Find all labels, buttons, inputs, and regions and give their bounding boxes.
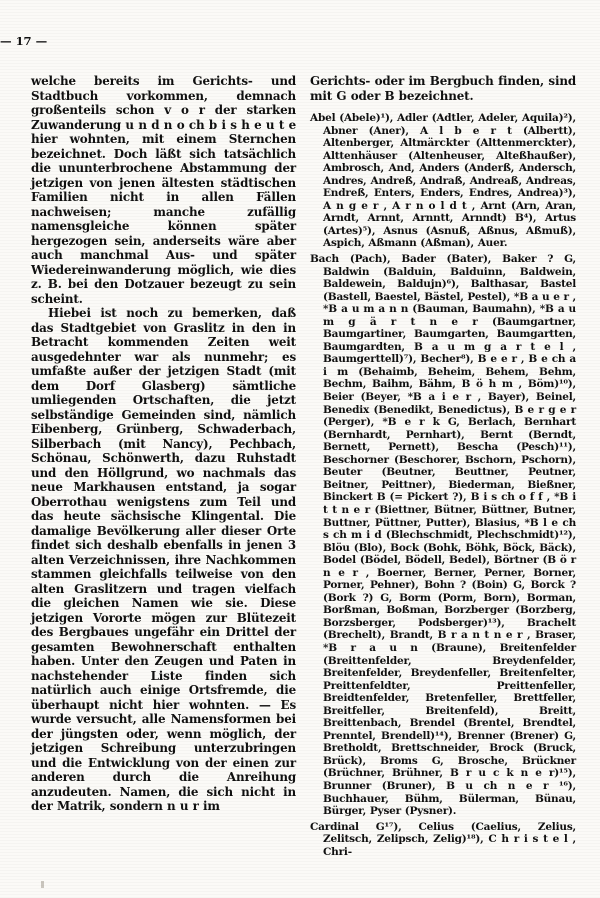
index-lead-paragraph: Gerichts- oder im Bergbuch finden, sind mit G oder B bezeichnet. bbox=[310, 74, 576, 103]
scan-speck bbox=[41, 881, 44, 888]
left-text-column bbox=[31, 74, 296, 874]
paragraph-continuation: welche bereits im Gerichts- und Stadtbuch vorkommen, demnach großenteils schon v o r der starken Zuwanderung u n d n o ch b i s h e u t e hier wohnten, mit einem Sternchen bezeichnet. Doch läßt sich tatsächlich die ununterbrochene Abstammung der jetzigen von jenen ältesten städtischen Familien nicht in allen Fällen nachweisen; manche zufällig namensgleiche können später hergezogen sein, anderseits wäre aber auch manchmal Aus- und später Wiedereinwanderung möglich, wie dies z. B. bei den Dotzauer bezeugt zu sein scheint. bbox=[31, 74, 296, 306]
index-entry-b: Bach (Pach), Bader (Bater), Baker ? G, Baldwin (Balduin, Balduinn, Baldwein, Baldewein, Baldujn)⁶), Balthasar, Bastel (Bastell, Baestel, Bästel, Pestel), *B a u e r , *B a u m a n n (Bauman, Baumahn), *B a u m g ä r t n e r (Baumgartner, Baumgartiner, Baumgarten, Baumgartten, Baumgardten, B a u m g a r t e l , Baumgerttell)⁷), Becher⁸), B e e r , B e ch a i m (Behaimb, Beheim, Behem, Behm, Bechm, Baihm, Bähm, B ö h m , Böm)¹⁰), Beier (Beyer, *B a i e r , Bayer), Beinel, Benedix (Benedikt, Benedictus), B e r g e r (Perger), *B e r k G, Berlach, Bernhart (Bernhardt, Pernhart), Bernt (Berndt, Bernett, Pernett), Bescha (Pesch)¹¹), Beschorner (Beschorer, Bschorn, Pschorn), Beuter (Beutner, Beuttner, Peutner, Beitner, Peittner), Biederman, Bießner, Binckert B (= Pickert ?), B i s ch o f f , *B i t t n e r (Biettner, Bütner, Büttner, Butner, Buttner, Püttner, Putter), Blasius, *B l e ch s ch m i d (Blechschmidt, Plechschmidt)¹²), Blöu (Blo), Bock (Bohk, Böhk, Böck, Bäck), Bodel (Bödel, Bödell, Bedel), Börtner (B ö r n e r , Boerner, Berner, Perner, Borner, Porner, Pehner), Bohn ? (Boin) G, Borck ? (Bork ?) G, Borm (Porm, Born), Borman, Borßman, Boßman, Borzberger (Borzberg, Borzsberger, Podsberger)¹³), Brachelt (Brechelt), Brandt, B r a n t n e r , Braser, *B r a u n (Braune), Breitenfelder (Breittenfelder, Breydenfelder, Breitenfelder, Breydenfeller, Breitenfelter, Preittenfeldter, Preittenfeller, Breidtenfelder, Bretenfeller, Brettfeller, Breitfeller, Breitenfeld), Breitt, Breittenbach, Brendel (Brentel, Brendtel, Prenntel, Brendell)¹⁴), Brenner (Brener) G, Bretholdt, Brettschneider, Brock (Bruck, Brück), Broms G, Brosche, Brückner (Brüchner, Brühner, B r u c k n e r)¹⁵), Brunner (Bruner), B u ch n e r ¹⁶), Buchhauer, Bühm, Bülerman, Bünau, Bürger, Pyser (Pysner). bbox=[310, 253, 576, 818]
paragraph-graslitz: Hiebei ist noch zu bemerken, daß das Stadtgebiet von Graslitz in den in Betracht kommenden Zeiten weit ausgedehnter war als nunmehr; es umfaßte außer der jetzigen Stadt (mit dem Dorf Glasberg) sämtliche umliegenden Ortschaften, die jetzt selbständige Gemeinden sind, nämlich Eibenberg, Grünberg, Schwaderbach, Silberbach (mit Nancy), Pechbach, Schönau, Schönwerth, dazu Ruhstadt und den Höllgrund, wo nachmals das neue Markhausen entstand, ja sogar Oberrothau wenigstens zum Teil und das heute sächsische Klingental. Die damalige Bevölkerung aller dieser Orte findet sich deshalb ebenfalls in jenen 3 alten Verzeichnissen, ihre Nachkommen stammen gleichfalls teilweise von den alten Graslitzern und tragen vielfach die gleichen Namen wie sie. Diese jetzigen Vororte mögen zur Blütezeit des Bergbaues ungefähr ein Drittel der gesamten Bewohnerschaft enthalten haben. Unter den Zeugen und Paten in nachstehender Liste finden sich natürlich auch einige Ortsfremde, die überhaupt nicht hier wohnten. — Es wurde versucht, alle Namensformen bei der jüngsten oder, wenn möglich, der jetzigen Schreibung unterzubringen und die Entwicklung von der einen zur anderen durch die Anreihung anzudeuten. Namen, die sich nicht in der Matrik, sondern n u r im bbox=[31, 306, 296, 813]
index-entry-c: Cardinal G¹⁷), Celius (Caelius, Zelius, Zelitsch, Zelipsch, Zelig)¹⁸), C h r i s t e l , Chri- bbox=[310, 820, 576, 858]
two-column-body bbox=[31, 74, 576, 874]
page-number: — 17 — bbox=[0, 34, 48, 48]
index-entry-a: Abel (Abele)¹), Adler (Adtler, Adeler, Aquila)²), Abner (Aner), A l b e r t (Albertt), Altenberger, Altmärckter (Alttenmerckter), Alttenhäuser (Altenheuser, Alteßhaußer), Ambrosch, And, Anders (Anderß, Andersch, Andres, Andreß, Andraß, Andreaß, Andreas, Endreß, Enters, Enders, Endres, Andrea)³), A n g e r , A r n o l d t , Arnt (Arn, Aran, Arndt, Arnnt, Arnntt, Arnndt) B⁴), Artus (Artes)⁵), Asnus (Asnuß, Aßnus, Aßmuß), Aspich, Aßmann (Aßman), Auer. bbox=[310, 112, 576, 250]
right-index-column bbox=[310, 74, 576, 874]
